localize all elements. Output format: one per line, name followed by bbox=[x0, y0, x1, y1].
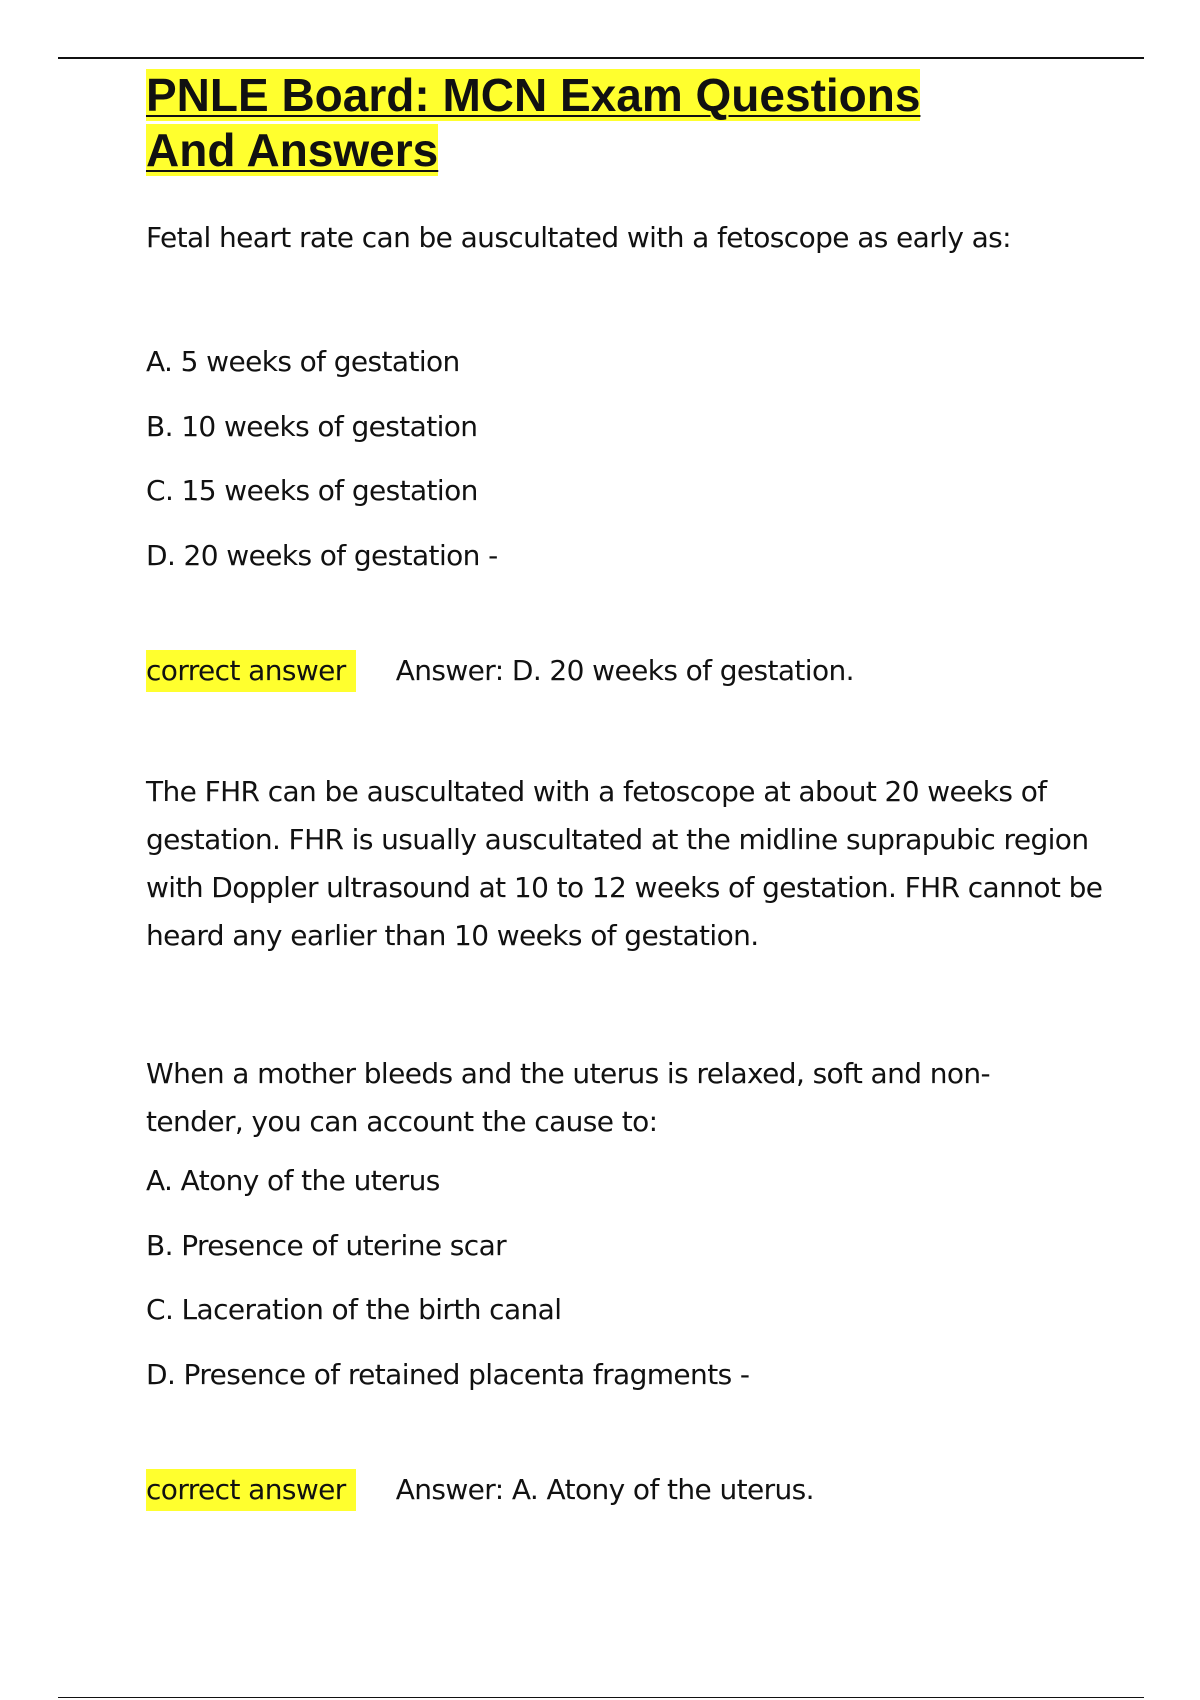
correct-answer-badge: correct answer bbox=[146, 1469, 356, 1511]
bottom-rule bbox=[58, 1697, 1144, 1698]
question-1-option-a: A. 5 weeks of gestation bbox=[146, 345, 460, 378]
question-1-option-d: D. 20 weeks of gestation - bbox=[146, 539, 498, 572]
top-rule bbox=[58, 57, 1144, 59]
question-1-explanation: The FHR can be auscultated with a fetoscope at about 20 weeks of gestation. FHR is usually auscultated at the midline suprapubic region with Doppler ultrasound at 10 to 12 weeks of gestation. FHR cannot be heard any earlier than 10 weeks of gestation. bbox=[146, 775, 1103, 952]
question-1-answer: Answer: D. 20 weeks of gestation. bbox=[395, 654, 854, 687]
question-1-prompt: Fetal heart rate can be auscultated with a fetoscope as early as: bbox=[146, 221, 1011, 254]
question-2-answer-row bbox=[146, 1469, 814, 1511]
question-2-option-b: B. Presence of uterine scar bbox=[146, 1229, 507, 1262]
question-2-answer: Answer: A. Atony of the uterus. bbox=[395, 1473, 814, 1506]
question-1-option-c: C. 15 weeks of gestation bbox=[146, 474, 478, 507]
question-1-option-b: B. 10 weeks of gestation bbox=[146, 410, 478, 443]
question-2-option-c: C. Laceration of the birth canal bbox=[146, 1293, 562, 1326]
question-2-option-a: A. Atony of the uterus bbox=[146, 1164, 440, 1197]
correct-answer-badge: correct answer bbox=[146, 650, 356, 692]
title-line-2: And Answers bbox=[146, 124, 439, 176]
question-2-prompt: When a mother bleeds and the uterus is relaxed, soft and non-tender, you can account the cause to: bbox=[146, 1057, 991, 1138]
document-body bbox=[146, 68, 1106, 1506]
document-title bbox=[146, 68, 1106, 178]
question-2-option-d: D. Presence of retained placenta fragments - bbox=[146, 1358, 750, 1391]
title-line-1: PNLE Board: MCN Exam Questions bbox=[146, 69, 921, 121]
question-1-answer-row bbox=[146, 650, 854, 692]
